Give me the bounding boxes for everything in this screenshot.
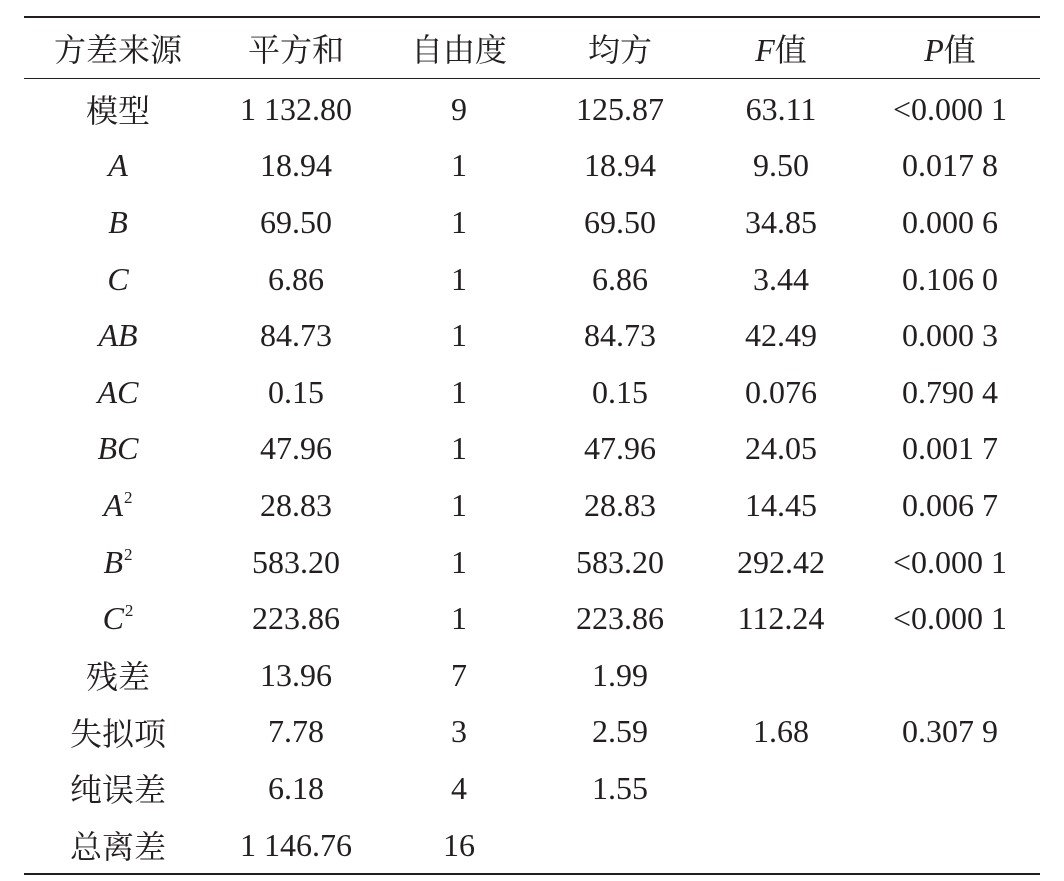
cell-source — [24, 364, 212, 421]
cell-sum-of-squares: 7.78 — [268, 713, 324, 750]
header-sum-of-squares — [212, 17, 380, 79]
cell-source — [24, 704, 212, 761]
cell-sum-of-squares: 1 146.76 — [240, 826, 352, 863]
table-row — [24, 534, 1040, 591]
cell-sum-of-squares: 13.96 — [260, 656, 332, 693]
header-source — [24, 17, 212, 79]
table-header — [24, 17, 1040, 79]
cell-sum-of-squares: 6.86 — [268, 260, 324, 297]
header-row — [24, 17, 1040, 79]
cell-sum-of-squares: 69.50 — [260, 203, 332, 240]
header-p-symbol: P — [924, 32, 944, 68]
anova-table — [24, 16, 1040, 875]
cell-sum-of-squares: 47.96 — [260, 430, 332, 467]
cell-mean-square: 6.86 — [592, 260, 648, 297]
table-row — [24, 364, 1040, 421]
source-exponent: 2 — [124, 544, 133, 564]
cell-p-value: 0.000 3 — [902, 317, 998, 354]
cell-mean-square: 1.99 — [592, 656, 648, 693]
cell-source — [24, 251, 212, 308]
table-row — [24, 79, 1040, 138]
cell-mean-square: 0.15 — [592, 373, 648, 410]
source-label: 模型 — [85, 93, 150, 130]
header-sum-of-squares-text: 平方和 — [247, 32, 344, 68]
table-row — [24, 194, 1040, 251]
cell-degrees-of-freedom: 1 — [451, 430, 467, 467]
table-row — [24, 421, 1040, 478]
cell-source — [24, 138, 212, 195]
cell-p-value: 0.001 7 — [902, 430, 998, 467]
source-factor: C — [107, 260, 129, 297]
cell-f-value: 34.85 — [745, 203, 817, 240]
table-row — [24, 647, 1040, 704]
cell-degrees-of-freedom: 9 — [451, 90, 467, 127]
cell-f-value: 112.24 — [737, 600, 825, 637]
cell-f-value: 63.11 — [745, 90, 817, 127]
cell-p-value — [860, 647, 1040, 704]
table-row — [24, 817, 1040, 875]
cell-p-value: 0.307 9 — [902, 713, 998, 750]
source-factor: BC — [97, 430, 139, 467]
cell-mean-square — [538, 817, 702, 875]
cell-degrees-of-freedom: 1 — [451, 203, 467, 240]
cell-p-value: 0.790 4 — [902, 373, 998, 410]
cell-degrees-of-freedom: 1 — [451, 317, 467, 354]
cell-mean-square: 223.86 — [576, 600, 664, 637]
cell-mean-square: 18.94 — [584, 147, 656, 184]
cell-f-value — [702, 647, 860, 704]
header-f-value — [702, 17, 860, 79]
cell-f-value: 24.05 — [745, 430, 817, 467]
cell-mean-square: 47.96 — [584, 430, 656, 467]
cell-f-value: 0.076 — [745, 373, 817, 410]
cell-source — [24, 760, 212, 817]
source-exponent: 2 — [124, 601, 134, 621]
cell-source — [24, 477, 212, 534]
source-factor: B — [108, 203, 128, 240]
cell-p-value: 0.000 6 — [902, 203, 998, 240]
table-row — [24, 590, 1040, 647]
cell-degrees-of-freedom: 16 — [443, 826, 475, 863]
header-p-value — [860, 17, 1040, 79]
cell-degrees-of-freedom: 7 — [451, 656, 467, 693]
header-degrees-of-freedom — [380, 17, 538, 79]
cell-degrees-of-freedom: 3 — [451, 713, 467, 750]
cell-sum-of-squares: 583.20 — [252, 543, 340, 580]
source-label: 残差 — [85, 659, 150, 696]
cell-p-value — [860, 760, 1040, 817]
source-factor: C — [102, 600, 124, 637]
cell-sum-of-squares: 6.18 — [268, 769, 324, 806]
header-f-symbol: F — [755, 32, 775, 68]
cell-mean-square: 583.20 — [576, 543, 664, 580]
header-p-text: 值 — [943, 32, 976, 68]
cell-degrees-of-freedom: 1 — [451, 260, 467, 297]
cell-degrees-of-freedom: 1 — [451, 373, 467, 410]
cell-mean-square: 1.55 — [592, 769, 648, 806]
cell-f-value — [702, 817, 860, 875]
cell-sum-of-squares: 18.94 — [260, 147, 332, 184]
cell-degrees-of-freedom: 1 — [451, 543, 467, 580]
table-row — [24, 251, 1040, 308]
cell-p-value — [860, 817, 1040, 875]
source-factor: B — [103, 543, 124, 580]
cell-source — [24, 590, 212, 647]
table-body — [24, 79, 1040, 875]
cell-p-value: <0.000 1 — [892, 543, 1008, 580]
cell-f-value: 3.44 — [753, 260, 809, 297]
cell-degrees-of-freedom: 1 — [451, 600, 467, 637]
cell-mean-square: 2.59 — [592, 713, 648, 750]
cell-p-value: 0.006 7 — [902, 486, 998, 523]
table-row — [24, 138, 1040, 195]
cell-degrees-of-freedom: 4 — [451, 769, 467, 806]
cell-degrees-of-freedom: 1 — [451, 147, 467, 184]
cell-f-value: 14.45 — [745, 486, 817, 523]
cell-source — [24, 421, 212, 478]
table-row — [24, 477, 1040, 534]
cell-p-value: <0.000 1 — [892, 600, 1008, 637]
cell-mean-square: 28.83 — [584, 486, 656, 523]
cell-sum-of-squares: 1 132.80 — [240, 90, 352, 127]
cell-p-value: 0.017 8 — [902, 147, 998, 184]
header-f-text: 值 — [774, 32, 807, 68]
table-row — [24, 307, 1040, 364]
cell-sum-of-squares: 84.73 — [260, 317, 332, 354]
header-degrees-of-freedom-text: 自由度 — [410, 32, 507, 68]
cell-mean-square: 69.50 — [584, 203, 656, 240]
source-factor: A — [108, 147, 128, 184]
cell-source — [24, 817, 212, 875]
cell-f-value: 1.68 — [753, 713, 809, 750]
cell-source — [24, 194, 212, 251]
cell-f-value: 292.42 — [737, 543, 825, 580]
cell-sum-of-squares: 223.86 — [252, 600, 340, 637]
source-label: 总离差 — [69, 829, 166, 866]
cell-source — [24, 79, 212, 138]
table-row — [24, 704, 1040, 761]
source-label: 纯误差 — [69, 772, 166, 809]
cell-f-value — [702, 760, 860, 817]
cell-source — [24, 647, 212, 704]
source-factor: A — [103, 486, 124, 523]
header-source-text: 方差来源 — [53, 32, 182, 68]
source-factor: AC — [97, 373, 139, 410]
cell-source — [24, 534, 212, 591]
cell-p-value: <0.000 1 — [892, 90, 1008, 127]
cell-degrees-of-freedom: 1 — [451, 486, 467, 523]
source-label: 失拟项 — [69, 715, 166, 752]
source-factor: AB — [98, 317, 138, 354]
cell-f-value: 42.49 — [745, 317, 817, 354]
header-mean-square — [538, 17, 702, 79]
source-exponent: 2 — [124, 487, 133, 507]
table-row — [24, 760, 1040, 817]
cell-mean-square: 125.87 — [576, 90, 664, 127]
cell-f-value: 9.50 — [753, 147, 809, 184]
cell-sum-of-squares: 0.15 — [268, 373, 324, 410]
cell-mean-square: 84.73 — [584, 317, 656, 354]
cell-p-value: 0.106 0 — [902, 260, 998, 297]
cell-source — [24, 307, 212, 364]
header-mean-square-text: 均方 — [587, 32, 652, 68]
cell-sum-of-squares: 28.83 — [260, 486, 332, 523]
